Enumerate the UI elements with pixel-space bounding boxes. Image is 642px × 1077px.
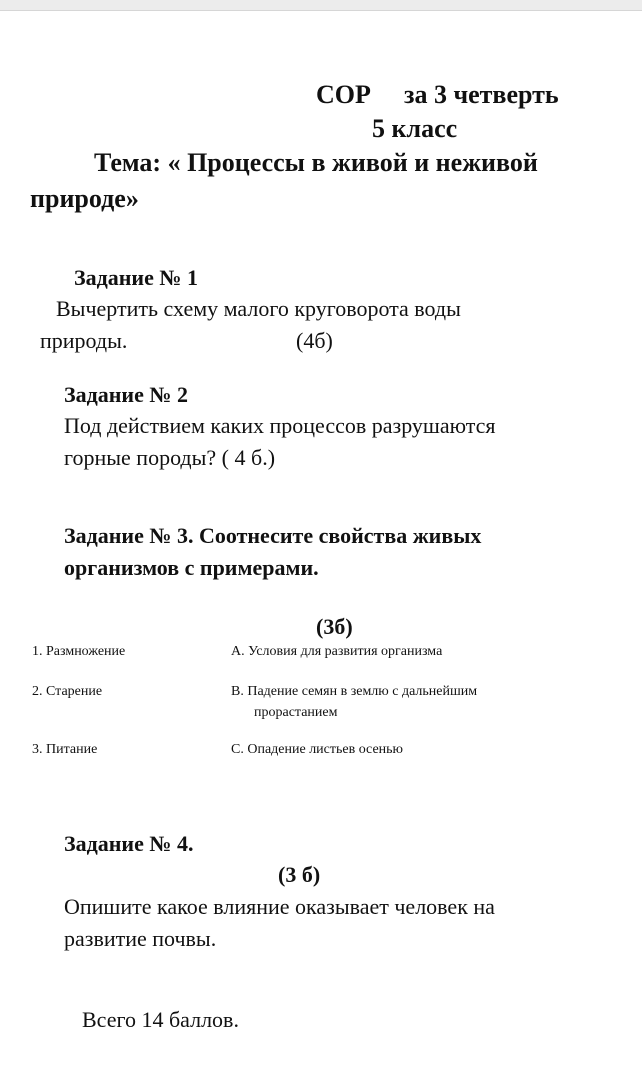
task4-points: (3 б) <box>278 862 321 887</box>
task4-line-2: развитие почвы. <box>64 926 217 951</box>
match-right-item: А. Условия для развития организма <box>231 644 443 659</box>
match-right-item-continued: прорастанием <box>254 705 338 720</box>
topic-line-2: природе» <box>30 184 139 213</box>
task2-line-2: горные породы? ( 4 б.) <box>64 445 276 470</box>
match-left-item: 2. Старение <box>32 684 103 699</box>
match-right-item: С. Опадение листьев осенью <box>231 742 403 757</box>
task1-title: Задание № 1 <box>74 265 198 290</box>
task1-points: (4б) <box>296 328 333 353</box>
task3-title-line-2: организмов с примерами. <box>64 555 319 580</box>
topic-line-1: Тема: « Процессы в живой и неживой <box>94 148 538 177</box>
task2-title: Задание № 2 <box>64 382 188 407</box>
task4-title: Задание № 4. <box>64 831 194 856</box>
total-points: Всего 14 баллов. <box>82 1007 239 1032</box>
match-right-item: В. Падение семян в землю с дальнейшим <box>231 684 478 699</box>
top-bar <box>0 0 642 11</box>
quarter-label: за 3 четверть <box>404 80 559 109</box>
sor-label: СОР <box>316 80 371 109</box>
grade-label: 5 класс <box>372 114 458 143</box>
task1-line-2: природы. <box>40 328 128 353</box>
task4-line-1: Опишите какое влияние оказывает человек на <box>64 894 495 919</box>
task1-line-1: Вычертить схему малого круговорота воды <box>56 296 461 321</box>
task2-line-1: Под действием каких процессов разрушаются <box>64 413 496 438</box>
match-left-item: 3. Питание <box>32 742 98 757</box>
match-left-item: 1. Размножение <box>32 644 126 659</box>
task3-points: (3б) <box>316 614 353 639</box>
task3-title-line-1: Задание № 3. Соотнесите свойства живых <box>64 523 482 548</box>
